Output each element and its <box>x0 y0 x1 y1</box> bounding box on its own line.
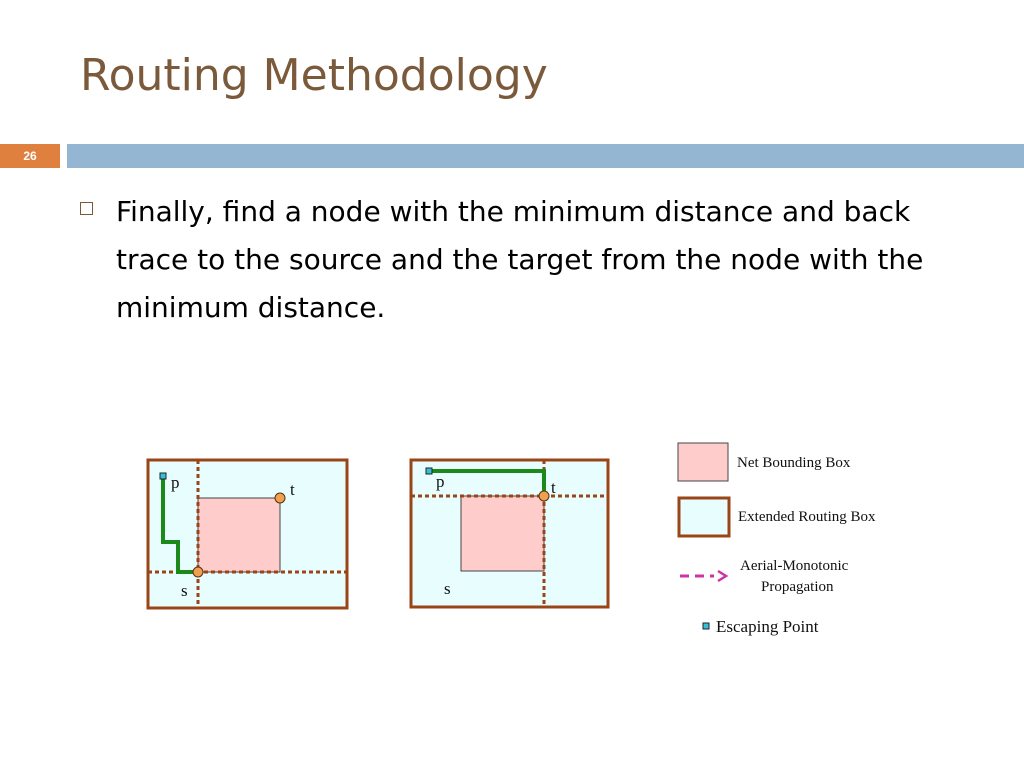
label-t: t <box>551 478 556 497</box>
slide-title: Routing Methodology <box>80 50 548 101</box>
escaping-point-icon <box>160 473 166 479</box>
bullet-text: Finally, find a node with the minimum distance and back trace to the source and the target from the node with the minimum distance. <box>116 195 924 324</box>
label-p: p <box>436 472 445 491</box>
legend-aerial-label-line2: Propagation <box>761 579 834 595</box>
legend-net-bounding-box-swatch <box>678 443 728 481</box>
label-p: p <box>171 473 180 492</box>
legend-extended-routing-box-swatch <box>679 498 729 536</box>
escaping-point-icon <box>426 468 432 474</box>
legend-escaping-point-icon <box>703 623 709 629</box>
diagram-2 <box>411 460 608 607</box>
header-bar <box>67 144 1024 168</box>
legend-escaping-point-label: Escaping Point <box>716 617 819 636</box>
label-t: t <box>290 480 295 499</box>
legend <box>678 443 876 636</box>
slide-number: 26 <box>0 144 60 168</box>
bullet-marker-icon <box>80 202 93 215</box>
legend-propagation-arrowhead <box>718 571 726 581</box>
diagram-1 <box>148 460 347 608</box>
bullet-item <box>80 188 960 332</box>
net-bounding-box <box>461 496 544 571</box>
routing-figure <box>140 440 880 640</box>
legend-aerial-label-line1: Aerial-Monotonic <box>740 558 849 574</box>
target-node-icon <box>539 491 549 501</box>
legend-extended-routing-box-label: Extended Routing Box <box>738 509 876 525</box>
label-s: s <box>181 581 188 600</box>
target-node-icon <box>275 493 285 503</box>
label-s: s <box>444 579 451 598</box>
source-node-icon <box>193 567 203 577</box>
net-bounding-box <box>198 498 280 572</box>
legend-net-bounding-box-label: Net Bounding Box <box>737 455 851 471</box>
